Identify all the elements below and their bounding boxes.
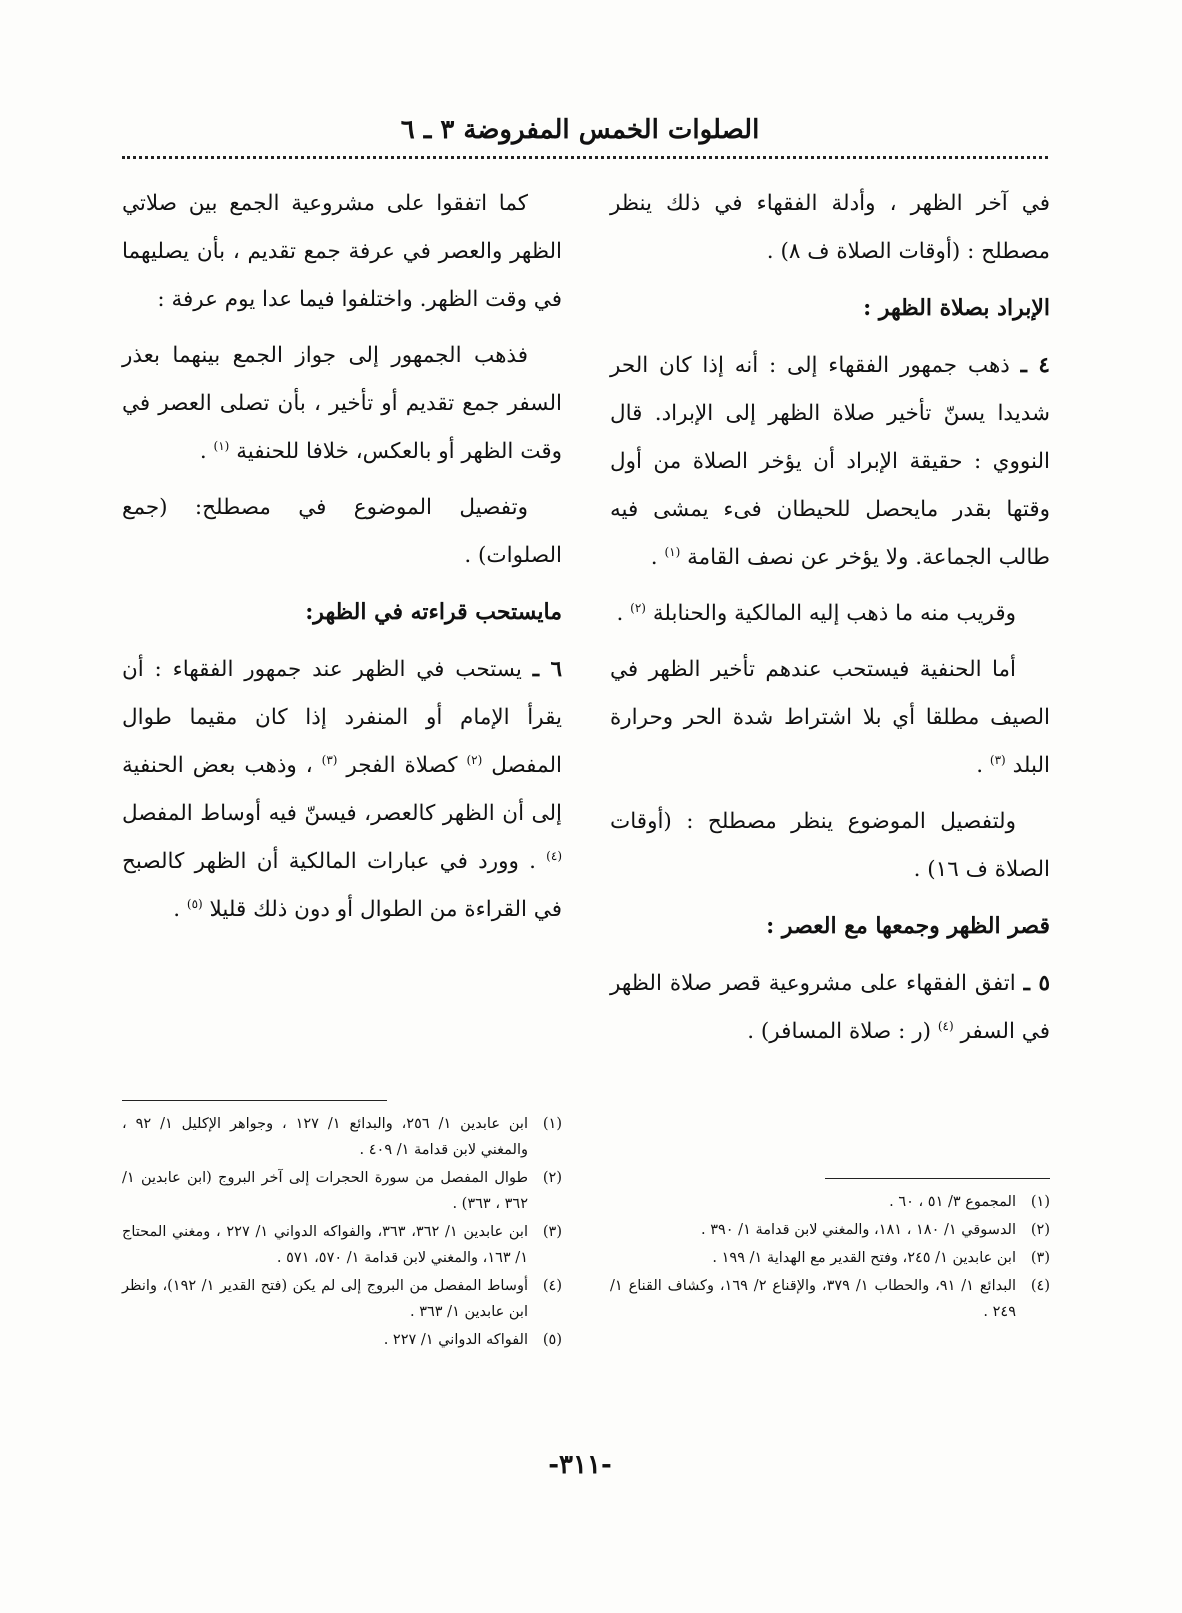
footnote-number: (٢) — [542, 1170, 562, 1186]
section-number: ٥ ـ — [1023, 971, 1050, 996]
footnote-ref[interactable]: (١) — [664, 544, 681, 559]
footnote-number: (٣) — [542, 1224, 562, 1240]
footnote-text: أوساط المفصل من البروج إلى لم يكن (فتح القدير ١/ ١٩٢)، وانظر ابن عابدين ١/ ٣٦٣ . — [122, 1278, 528, 1320]
paragraph-text: أما الحنفية فيستحب عندهم تأخير الظهر في الصيف مطلقا أي بلا اشتراط شدة الحر وحرارة البلد — [610, 657, 1050, 778]
footnote-number: (٢) — [1030, 1222, 1050, 1238]
section-heading: قصر الظهر وجمعها مع العصر : — [766, 913, 1050, 939]
paragraph-text: ذهب جمهور الفقهاء إلى : أنه إذا كان الحر شديدا يسنّ تأخير صلاة الظهر إلى الإبراد. قال النووي : حقيقة الإبراد أن يؤخر الصلاة من أول وقتها بقدر مايحصل للحيطان فىء يمشى فيه طالب الجماعة. ولا يؤخر عن نصف القامة — [610, 353, 1050, 570]
footnote-ref[interactable]: (٢) — [630, 600, 646, 615]
footnote-item — [610, 1217, 1050, 1243]
footnote-text: ابن عابدين ١/ ٣٦٢، ٣٦٣، والفواكه الدواني ١/ ٢٢٧ ، ومغني المحتاج ١/ ١٦٣، والمغني لابن قدامة ١/ ٥٧٠، ٥٧١ . — [122, 1224, 528, 1266]
footnote-number: (٥) — [542, 1332, 562, 1348]
footnote-ref[interactable]: (٤) — [937, 1018, 954, 1033]
footnote-ref[interactable]: (٤) — [546, 848, 562, 863]
footnote-item — [122, 1111, 562, 1163]
footnote-ref[interactable]: (١) — [213, 438, 230, 453]
footnote-item — [610, 1245, 1050, 1271]
paragraph-section-6: ٦ ـ يستحب في الظهر عند جمهور الفقهاء : أن يقرأ الإمام أو المنفرد إذا كان مقيما طوال المفصل $^{(٢)}$ كصلاة الفجر $^{(٣)}$ ، وذهب بعض الحنفية إلى أن الظهر كالعصر، فيسنّ فيه أوساط المفصل $^{(٤)}$ . وورد في عبارات المالكية أن الظهر كالصبح في القراءة من الطوال أو دون ذلك قليلا $^{(٥)}$ . — [122, 657, 562, 922]
footnote-divider — [825, 1178, 1050, 1179]
paragraph-text: يستحب في الظهر عند جمهور الفقهاء : أن يقرأ الإمام أو المنفرد إذا كان مقيما طوال المفصل — [122, 657, 562, 778]
right-column — [610, 180, 1050, 1064]
footnote-number: (٣) — [1030, 1250, 1050, 1266]
paragraph-text: (ر : صلاة المسافر) . — [747, 1019, 931, 1044]
footnote-text: الفواكه الدواني ١/ ٢٢٧ . — [383, 1332, 528, 1348]
paragraph: فذهب الجمهور إلى جواز الجمع بينهما بعذر السفر جمع تقديم أو تأخير ، بأن تصلى العصر في وقت الظهر أو بالعكس، خلافا للحنفية $^{(١)}$ . — [122, 343, 562, 464]
paragraph-text: ، وذهب بعض الحنفية إلى أن الظهر كالعصر، فيسنّ فيه أوساط المفصل — [122, 753, 562, 826]
left-column — [122, 180, 562, 942]
paragraph: وتفصيل الموضوع في مصطلح: (جمع الصلوات) . — [122, 495, 562, 568]
footnote-text: الدسوقي ١/ ١٨٠ ، ١٨١، والمغني لابن قدامة ١/ ٣٩٠ . — [700, 1222, 1016, 1238]
paragraph-text: كصلاة الفجر — [346, 753, 458, 778]
footnote-text: ابن عابدين ١/ ٢٤٥، وفتح القدير مع الهداية ١/ ١٩٩ . — [712, 1250, 1016, 1266]
document-page — [110, 100, 1050, 1580]
paragraph: أما الحنفية فيستحب عندهم تأخير الظهر في الصيف مطلقا أي بلا اشتراط شدة الحر وحرارة البلد $^{(٣)}$ . — [610, 657, 1050, 778]
footnote-text: المجموع ٣/ ٥١ ، ٦٠ . — [889, 1194, 1016, 1210]
footnote-item — [610, 1189, 1050, 1215]
footnote-number: (٤) — [542, 1278, 562, 1294]
paragraph: وقريب منه ما ذهب إليه المالكية والحنابلة $^{(٢)}$ . — [616, 600, 1016, 626]
paragraph: ولتفصيل الموضوع ينظر مصطلح : (أوقات الصلاة ف ١٦) . — [610, 809, 1050, 882]
footnote-ref[interactable]: (٣) — [989, 752, 1006, 767]
page-title: الصلوات الخمس المفروضة ٣ ـ ٦ — [400, 115, 760, 145]
section-number: ٤ ـ — [1020, 353, 1050, 378]
footnote-number: (١) — [542, 1116, 562, 1132]
paragraph-section-5 — [610, 960, 1050, 1056]
footnote-text: البدائع ١/ ٩١، والحطاب ١/ ٣٧٩، والإقناع ٢/ ١٦٩، وكشاف القناع ١/ ٢٤٩ . — [610, 1278, 1017, 1320]
footnote-divider — [122, 1100, 387, 1101]
paragraph-text: . وورد في عبارات المالكية أن الظهر كالصبح في القراءة من الطوال أو دون ذلك قليلا — [122, 849, 562, 922]
section-heading: مايستحب قراءته في الظهر: — [305, 599, 562, 625]
footnote-item — [610, 1273, 1050, 1325]
page-number: -٣١١- — [548, 1450, 612, 1480]
paragraph: في آخر الظهر ، وأدلة الفقهاء في ذلك ينظر مصطلح : (أوقات الصلاة ف ٨) . — [610, 191, 1050, 264]
footnote-text: ابن عابدين ١/ ٢٥٦، والبدائع ١/ ١٢٧ ، وجواهر الإكليل ١/ ٩٢ ، والمغني لابن قدامة ١/ ٤٠٩ . — [122, 1116, 528, 1158]
paragraph-text: وقريب منه ما ذهب إليه المالكية والحنابلة — [652, 601, 1016, 626]
paragraph-text: اتفق الفقهاء على مشروعية قصر صلاة الظهر في السفر — [610, 971, 1050, 1044]
footnote-number: (٤) — [1030, 1278, 1050, 1294]
footnote-item — [122, 1219, 562, 1271]
footnote-item — [122, 1327, 562, 1353]
header-dotted-rule — [122, 156, 1048, 159]
footnote-ref[interactable]: (٣) — [321, 752, 338, 767]
footnote-item — [122, 1165, 562, 1217]
section-heading: الإبراد بصلاة الظهر : — [863, 295, 1050, 321]
footnote-ref[interactable]: (٥) — [186, 896, 203, 911]
paragraph-section-4: ٤ ـ ذهب جمهور الفقهاء إلى : أنه إذا كان الحر شديدا يسنّ تأخير صلاة الظهر إلى الإبراد. قال النووي : حقيقة الإبراد أن يؤخر الصلاة من أول وقتها بقدر مايحصل للحيطان فىء يمشى فيه طالب الجماعة. ولا يؤخر عن نصف القامة $^{(١)}$ . — [610, 353, 1050, 570]
footnote-ref[interactable]: (٢) — [466, 752, 483, 767]
paragraph: كما اتفقوا على مشروعية الجمع بين صلاتي الظهر والعصر في عرفة جمع تقديم ، بأن يصليهما في وقت الظهر. واختلفوا فيما عدا يوم عرفة : — [122, 191, 562, 312]
footnotes-right — [610, 1178, 1050, 1327]
footnote-number: (١) — [1030, 1194, 1050, 1210]
section-number: ٦ ـ — [532, 657, 562, 682]
footnotes-left — [122, 1100, 562, 1355]
footnote-item — [122, 1273, 562, 1325]
footnote-text: طوال المفصل من سورة الحجرات إلى آخر البروج (ابن عابدين ١/ ٣٦٢ ، ٣٦٣) . — [122, 1170, 528, 1212]
paragraph-text: فذهب الجمهور إلى جواز الجمع بينهما بعذر السفر جمع تقديم أو تأخير ، بأن تصلى العصر في وقت الظهر أو بالعكس، خلافا للحنفية — [122, 343, 562, 464]
